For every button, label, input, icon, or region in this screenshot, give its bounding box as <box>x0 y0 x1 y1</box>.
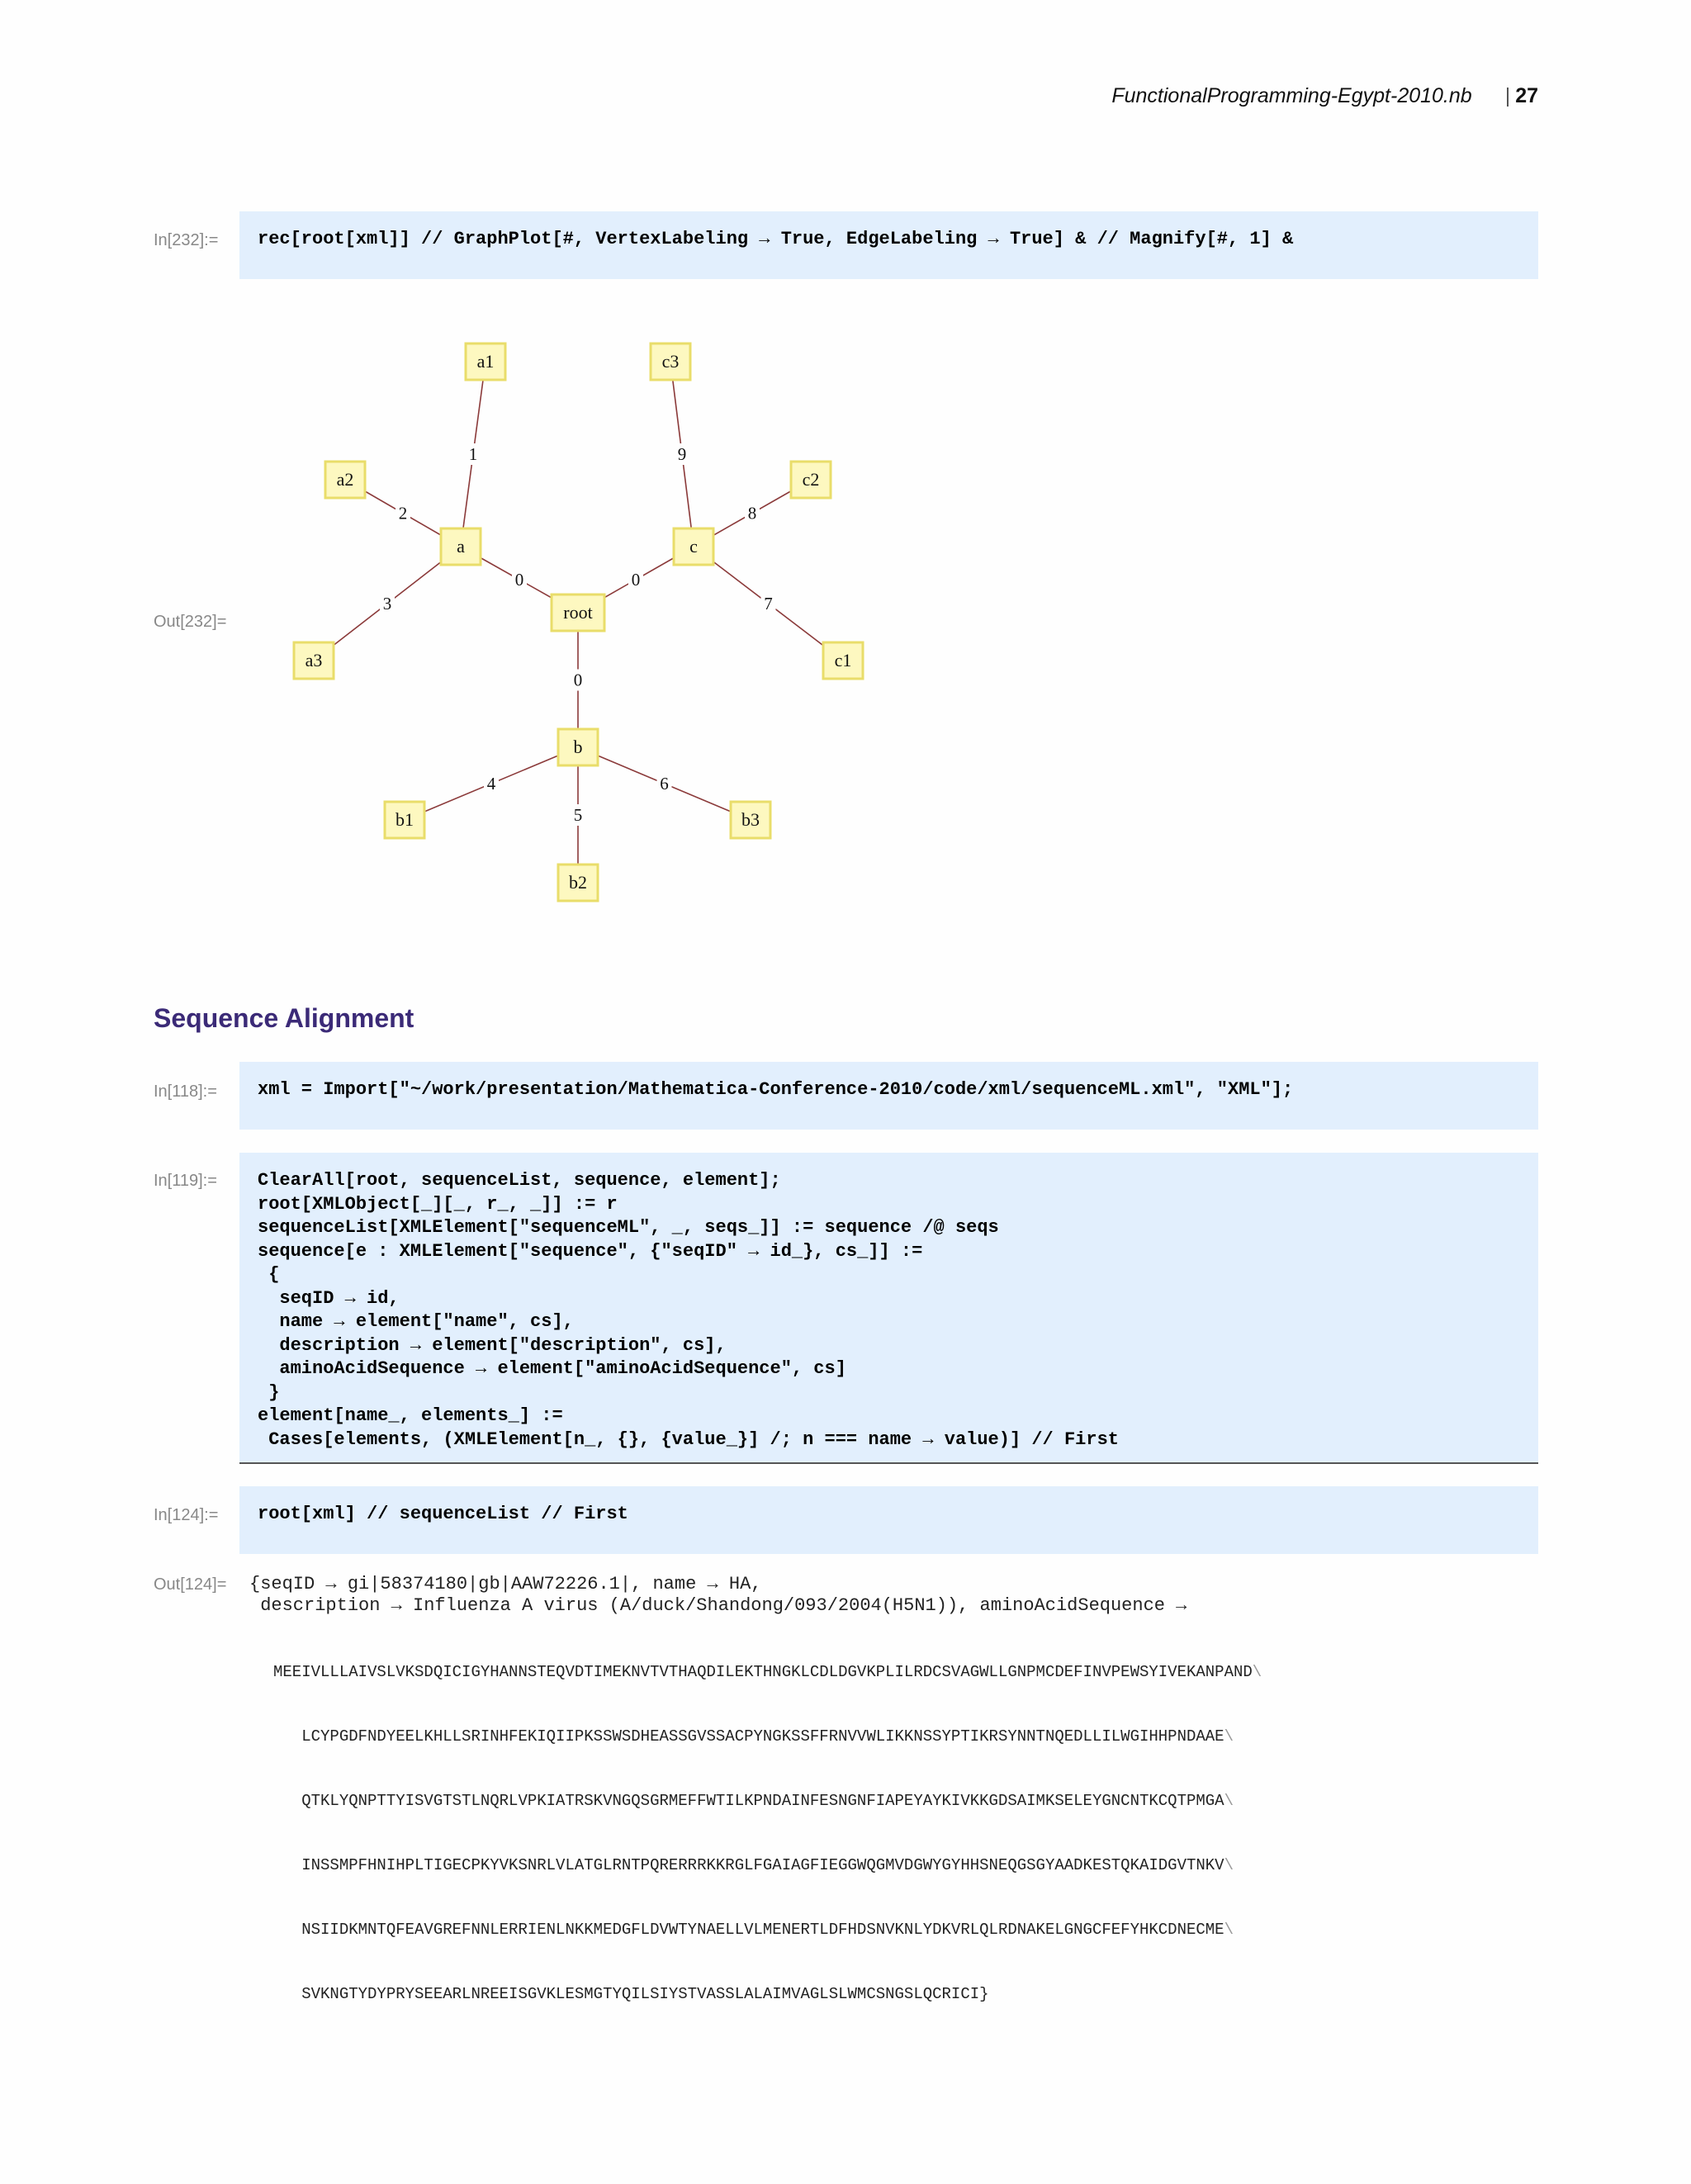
edge-label: 9 <box>677 444 687 464</box>
edge-label: 0 <box>631 570 641 590</box>
edge-label: 5 <box>573 805 583 825</box>
edge-label: 1 <box>468 444 478 464</box>
node-label: c1 <box>834 650 852 670</box>
input-code-118[interactable]: xml = Import["~/work/presentation/Mathematica-Conference-2010/code/xml/sequenceML.xml", "XML"]; <box>258 1079 1294 1100</box>
node-label: root <box>563 602 593 623</box>
graph-node-a2 <box>325 462 365 498</box>
node-label: b3 <box>741 809 760 830</box>
node-label: a1 <box>476 351 495 372</box>
graph-node-c3 <box>651 343 690 380</box>
graph-node-a1 <box>466 343 505 380</box>
node-label: b <box>573 737 583 757</box>
node-label: c2 <box>802 469 820 490</box>
sequence-line: QTKLYQNPTTYISVGTSTLNQRLVPKIATRSKVNGQSGRMEFFWTILKPNDAINFESNGNFIAPEYAYKIVKKGDSAIMKSELEYGNCNTKCQTPMGA\ <box>273 1792 1234 1810</box>
notebook-filename: FunctionalProgramming-Egypt-2010.nb <box>1111 84 1472 107</box>
input-label-119: In[119]:= <box>154 1172 217 1190</box>
edge-label: 2 <box>398 503 408 523</box>
graph-node-c <box>674 528 713 565</box>
input-label-118: In[118]:= <box>154 1083 217 1101</box>
node-label: a3 <box>305 650 323 670</box>
sequence-line: MEEIVLLLAIVSLVKSDQICIGYHANNSTEQVDTIMEKNVTVTHAQDILEKTHNGKLCDLDGVKPLILRDCSVAGWLLGNPMCDEFINVPEWSYIVEKANPAND\ <box>273 1663 1262 1681</box>
sequence-line: NSIIDKMNTQFEAVGREFNNLERRIENLNKKMEDGFLDVWTYNAELLVLMENERTLDFHDSNVKNLYDKVRLQLRDNAKELGNGCFEFYHKCDNECME\ <box>273 1921 1234 1939</box>
graph-node-b3 <box>731 802 770 838</box>
graph-node-b2 <box>558 865 598 901</box>
sequence-line: LCYPGDFNDYEELKHLLSRINHFEKIQIIPKSSWSDHEASSGVSSACPYNGKSSFFRNVVWLIKKNSSYPTIKRSYNNTNQEDLLILWGIHHPNDAAE\ <box>273 1727 1234 1746</box>
edge-label: 6 <box>660 774 669 794</box>
sequence-line: SVKNGTYDYPRYSEEARLNREEISGVKLESMGTYQILSIYSTVASSLALAIMVAGLSLWMCSNGSLQCRICI} <box>273 1985 989 2003</box>
input-cell-124[interactable] <box>239 1486 1538 1554</box>
output-text-124: {seqID → gi|58374180|gb|AAW72226.1|, name → HA, description → Influenza A virus (A/duck/Shandong/093/2004(H5N1)), aminoAcidSequence → <box>249 1574 1187 1616</box>
sequence-line: INSSMPFHNIHPLTIGECPKYVKSNRLVLATGLRNTPQRERRRKKRGLFGAIAGFIEGGWQGMVDGWYGYHHSNEQGSGYAADKESTQKAIDGVTNKV\ <box>273 1856 1234 1874</box>
edge-label: 4 <box>486 774 496 794</box>
page-number: 27 <box>1515 84 1538 107</box>
node-label: b2 <box>569 872 587 893</box>
graph-node-b <box>558 729 598 765</box>
node-label: a <box>457 536 465 557</box>
input-cell-119[interactable] <box>239 1153 1538 1463</box>
tree-graph-output <box>0 0 1691 974</box>
edge-label: 3 <box>382 594 392 614</box>
edge-label: 7 <box>764 594 773 614</box>
header-separator: | <box>1504 84 1511 107</box>
node-label: c <box>689 536 698 557</box>
cell-divider <box>239 1462 1538 1464</box>
node-label: b1 <box>396 809 414 830</box>
input-label-232: In[232]:= <box>154 231 219 249</box>
node-label: c3 <box>661 351 680 372</box>
edge-label: 0 <box>514 570 524 590</box>
amino-acid-sequence <box>273 1618 1262 2048</box>
graph-node-root <box>552 595 604 631</box>
input-code-232[interactable]: rec[root[xml]] // GraphPlot[#, VertexLabeling → True, EdgeLabeling → True] & // Magnify[#, 1] & <box>258 229 1294 249</box>
input-cell-118[interactable] <box>239 1062 1538 1130</box>
edge-label: 0 <box>573 670 583 690</box>
graph-node-c2 <box>791 462 831 498</box>
input-code-119[interactable]: ClearAll[root, sequenceList, sequence, element]; root[XMLObject[_][_, r_, _]] := r sequenceList[XMLElement["sequenceML", _, seqs_]] := sequence /@ seqs sequence[e : XMLElement["sequence", {"seqID" → id_}, cs_]] := { seqID → id, name → element["name", cs], description → element["description", cs], aminoAcidSequence → element["aminoAcidSequence", cs] } element[name_, elements_] := Cases[elements, (XMLElement[n_, {}, {value_}] /; n === name → value)] // First <box>258 1170 1119 1450</box>
output-label-232: Out[232]= <box>154 613 227 631</box>
graph-node-b1 <box>385 802 424 838</box>
input-code-124[interactable]: root[xml] // sequenceList // First <box>258 1504 628 1524</box>
section-heading: Sequence Alignment <box>154 1003 414 1033</box>
graph-node-c1 <box>823 642 863 679</box>
node-label: a2 <box>336 469 354 490</box>
graph-node-a <box>441 528 481 565</box>
graph-node-a3 <box>294 642 334 679</box>
input-label-124: In[124]:= <box>154 1506 219 1524</box>
edge-label: 8 <box>747 503 757 523</box>
output-label-124: Out[124]= <box>154 1575 227 1594</box>
